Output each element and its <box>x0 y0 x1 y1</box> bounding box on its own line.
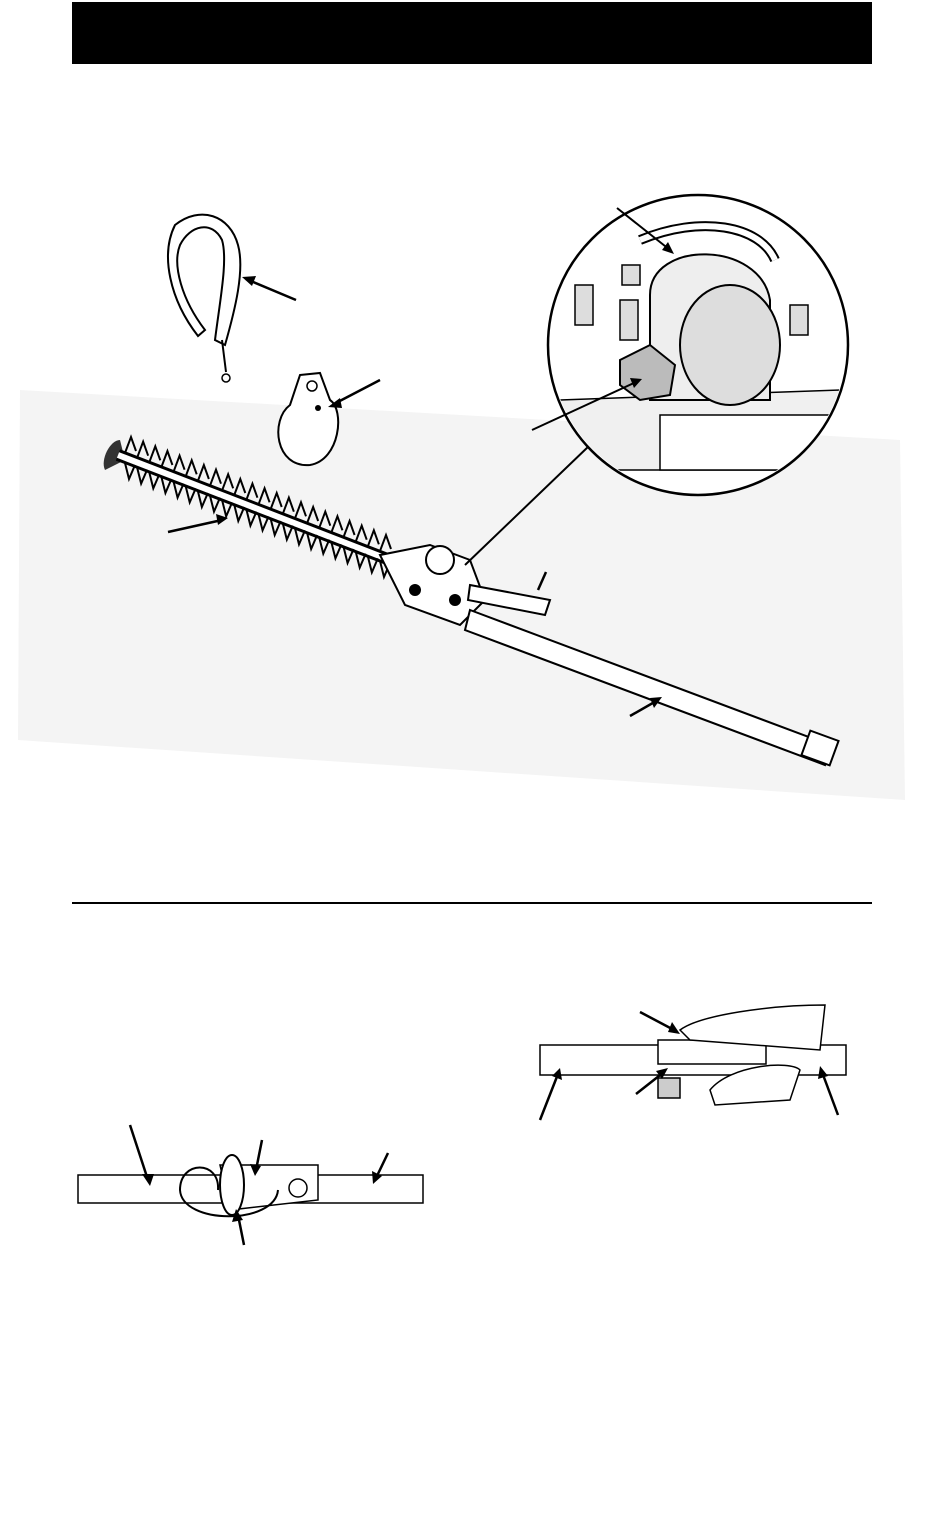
release-button-figure <box>540 1005 846 1105</box>
shoulder-strap-icon <box>168 215 240 382</box>
handle-clamp-icon <box>278 373 338 465</box>
angle-adjust-detail <box>548 195 850 495</box>
section-divider <box>72 902 872 904</box>
